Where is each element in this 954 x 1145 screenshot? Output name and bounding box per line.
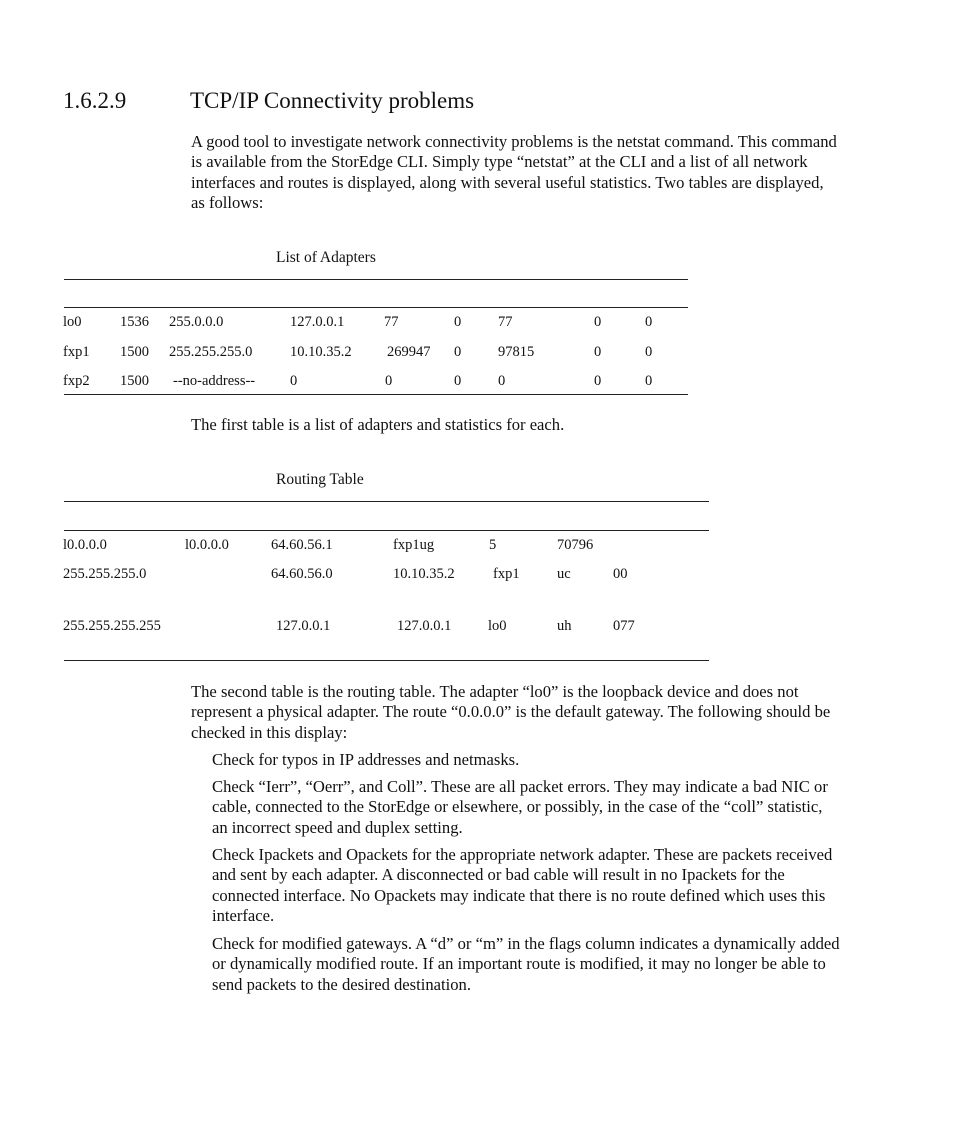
table-cell: 255.255.255.0 <box>169 344 253 360</box>
table-cell: 0 <box>290 373 298 389</box>
table-cell: fxp2 <box>63 373 90 389</box>
intro-paragraph: A good tool to investigate network connectivity problems is the netstat command. This command is available from the StorEdge CLI. Simply type “netstat” at the CLI and a list of all network interfaces and routes is displayed, along with several useful statistics. Two tables are displayed, as follows: <box>191 132 837 212</box>
table-cell: 0 <box>385 373 393 389</box>
table-cell: 1500 <box>120 373 149 389</box>
table-cell: 10.10.35.2 <box>290 344 352 360</box>
table-cell: 269947 <box>387 344 431 360</box>
check-item: Check “Ierr”, “Oerr”, and Coll”. These are all packet errors. They may indicate a bad NIC or cable, connected to the StorEdge or elsewhere, or possibly, in the case of the “coll” statistic, an incorrect speed and duplex setting. <box>212 777 828 837</box>
section-title: TCP/IP Connectivity problems <box>190 88 475 113</box>
table-cell: l0.0.0.0 <box>63 537 107 553</box>
table-cell: 255.0.0.0 <box>169 314 224 330</box>
table-cell: 10.10.35.2 <box>393 566 455 582</box>
table-cell: lo0 <box>63 314 82 330</box>
table-cell: 70796 <box>557 537 594 553</box>
routing-table-bottom-rule <box>64 660 709 661</box>
adapters-table-caption: List of Adapters <box>276 249 376 266</box>
table-cell: 77 <box>498 314 513 330</box>
table-cell: l0.0.0.0 <box>185 537 229 553</box>
table-cell: 0 <box>645 344 653 360</box>
table-cell: 97815 <box>498 344 535 360</box>
routing-table-caption: Routing Table <box>276 471 364 488</box>
table-cell: fxp1ug <box>393 537 435 553</box>
table-cell: 0 <box>645 373 653 389</box>
table-cell: uh <box>557 618 572 634</box>
table-cell: 64.60.56.1 <box>271 537 333 553</box>
routing-table-header-rule <box>64 530 709 531</box>
table-cell: 0 <box>454 344 462 360</box>
routing-explanation: The second table is the routing table. The adapter “lo0” is the loopback device and does not represent a physical adapter. The route “0.0.0.0” is the default gateway. The following should be checked in this display: <box>191 682 831 742</box>
section-number: 1.6.2.9 <box>63 88 127 113</box>
check-item: Check for modified gateways. A “d” or “m” in the flags column indicates a dynamically added or dynamically modified route. If an important route is modified, it may no longer be able to send packets to the desired destination. <box>212 934 840 994</box>
table-cell: fxp1 <box>493 566 520 582</box>
table-cell: 1500 <box>120 344 149 360</box>
table-cell: 64.60.56.0 <box>271 566 333 582</box>
table-cell: 77 <box>384 314 399 330</box>
table-cell: 127.0.0.1 <box>276 618 331 634</box>
table-cell: 255.255.255.0 <box>63 566 147 582</box>
table-cell: 5 <box>489 537 497 553</box>
table-cell: 0 <box>594 373 602 389</box>
table-cell: 0 <box>498 373 506 389</box>
table-cell: --no-address-- <box>173 373 256 389</box>
check-item: Check for typos in IP addresses and netmasks. <box>212 750 520 769</box>
table-cell: 077 <box>613 618 635 634</box>
table-cell: 0 <box>645 314 653 330</box>
table-cell: 0 <box>454 314 462 330</box>
table-cell: 255.255.255.255 <box>63 618 161 634</box>
table-cell: 00 <box>613 566 628 582</box>
table-cell: 0 <box>594 344 602 360</box>
table-cell: 127.0.0.1 <box>397 618 452 634</box>
adapters-table-top-rule <box>64 279 688 280</box>
table-cell: lo0 <box>488 618 507 634</box>
adapters-table-header-rule <box>64 307 688 308</box>
routing-table-top-rule <box>64 501 709 502</box>
table-cell: fxp1 <box>63 344 90 360</box>
table-cell: 127.0.0.1 <box>290 314 345 330</box>
table-cell: uc <box>557 566 571 582</box>
adapters-table-bottom-rule <box>64 394 688 395</box>
check-item: Check Ipackets and Opackets for the appropriate network adapter. These are packets received and sent by each adapter. A disconnected or bad cable will result in no Ipackets for the connected interface. No Opackets may indicate that there is no route defined which uses this interface. <box>212 845 833 925</box>
table-cell: 0 <box>454 373 462 389</box>
table-cell: 0 <box>594 314 602 330</box>
table-cell: 1536 <box>120 314 149 330</box>
adapters-explanation: The first table is a list of adapters and statistics for each. <box>191 415 565 434</box>
